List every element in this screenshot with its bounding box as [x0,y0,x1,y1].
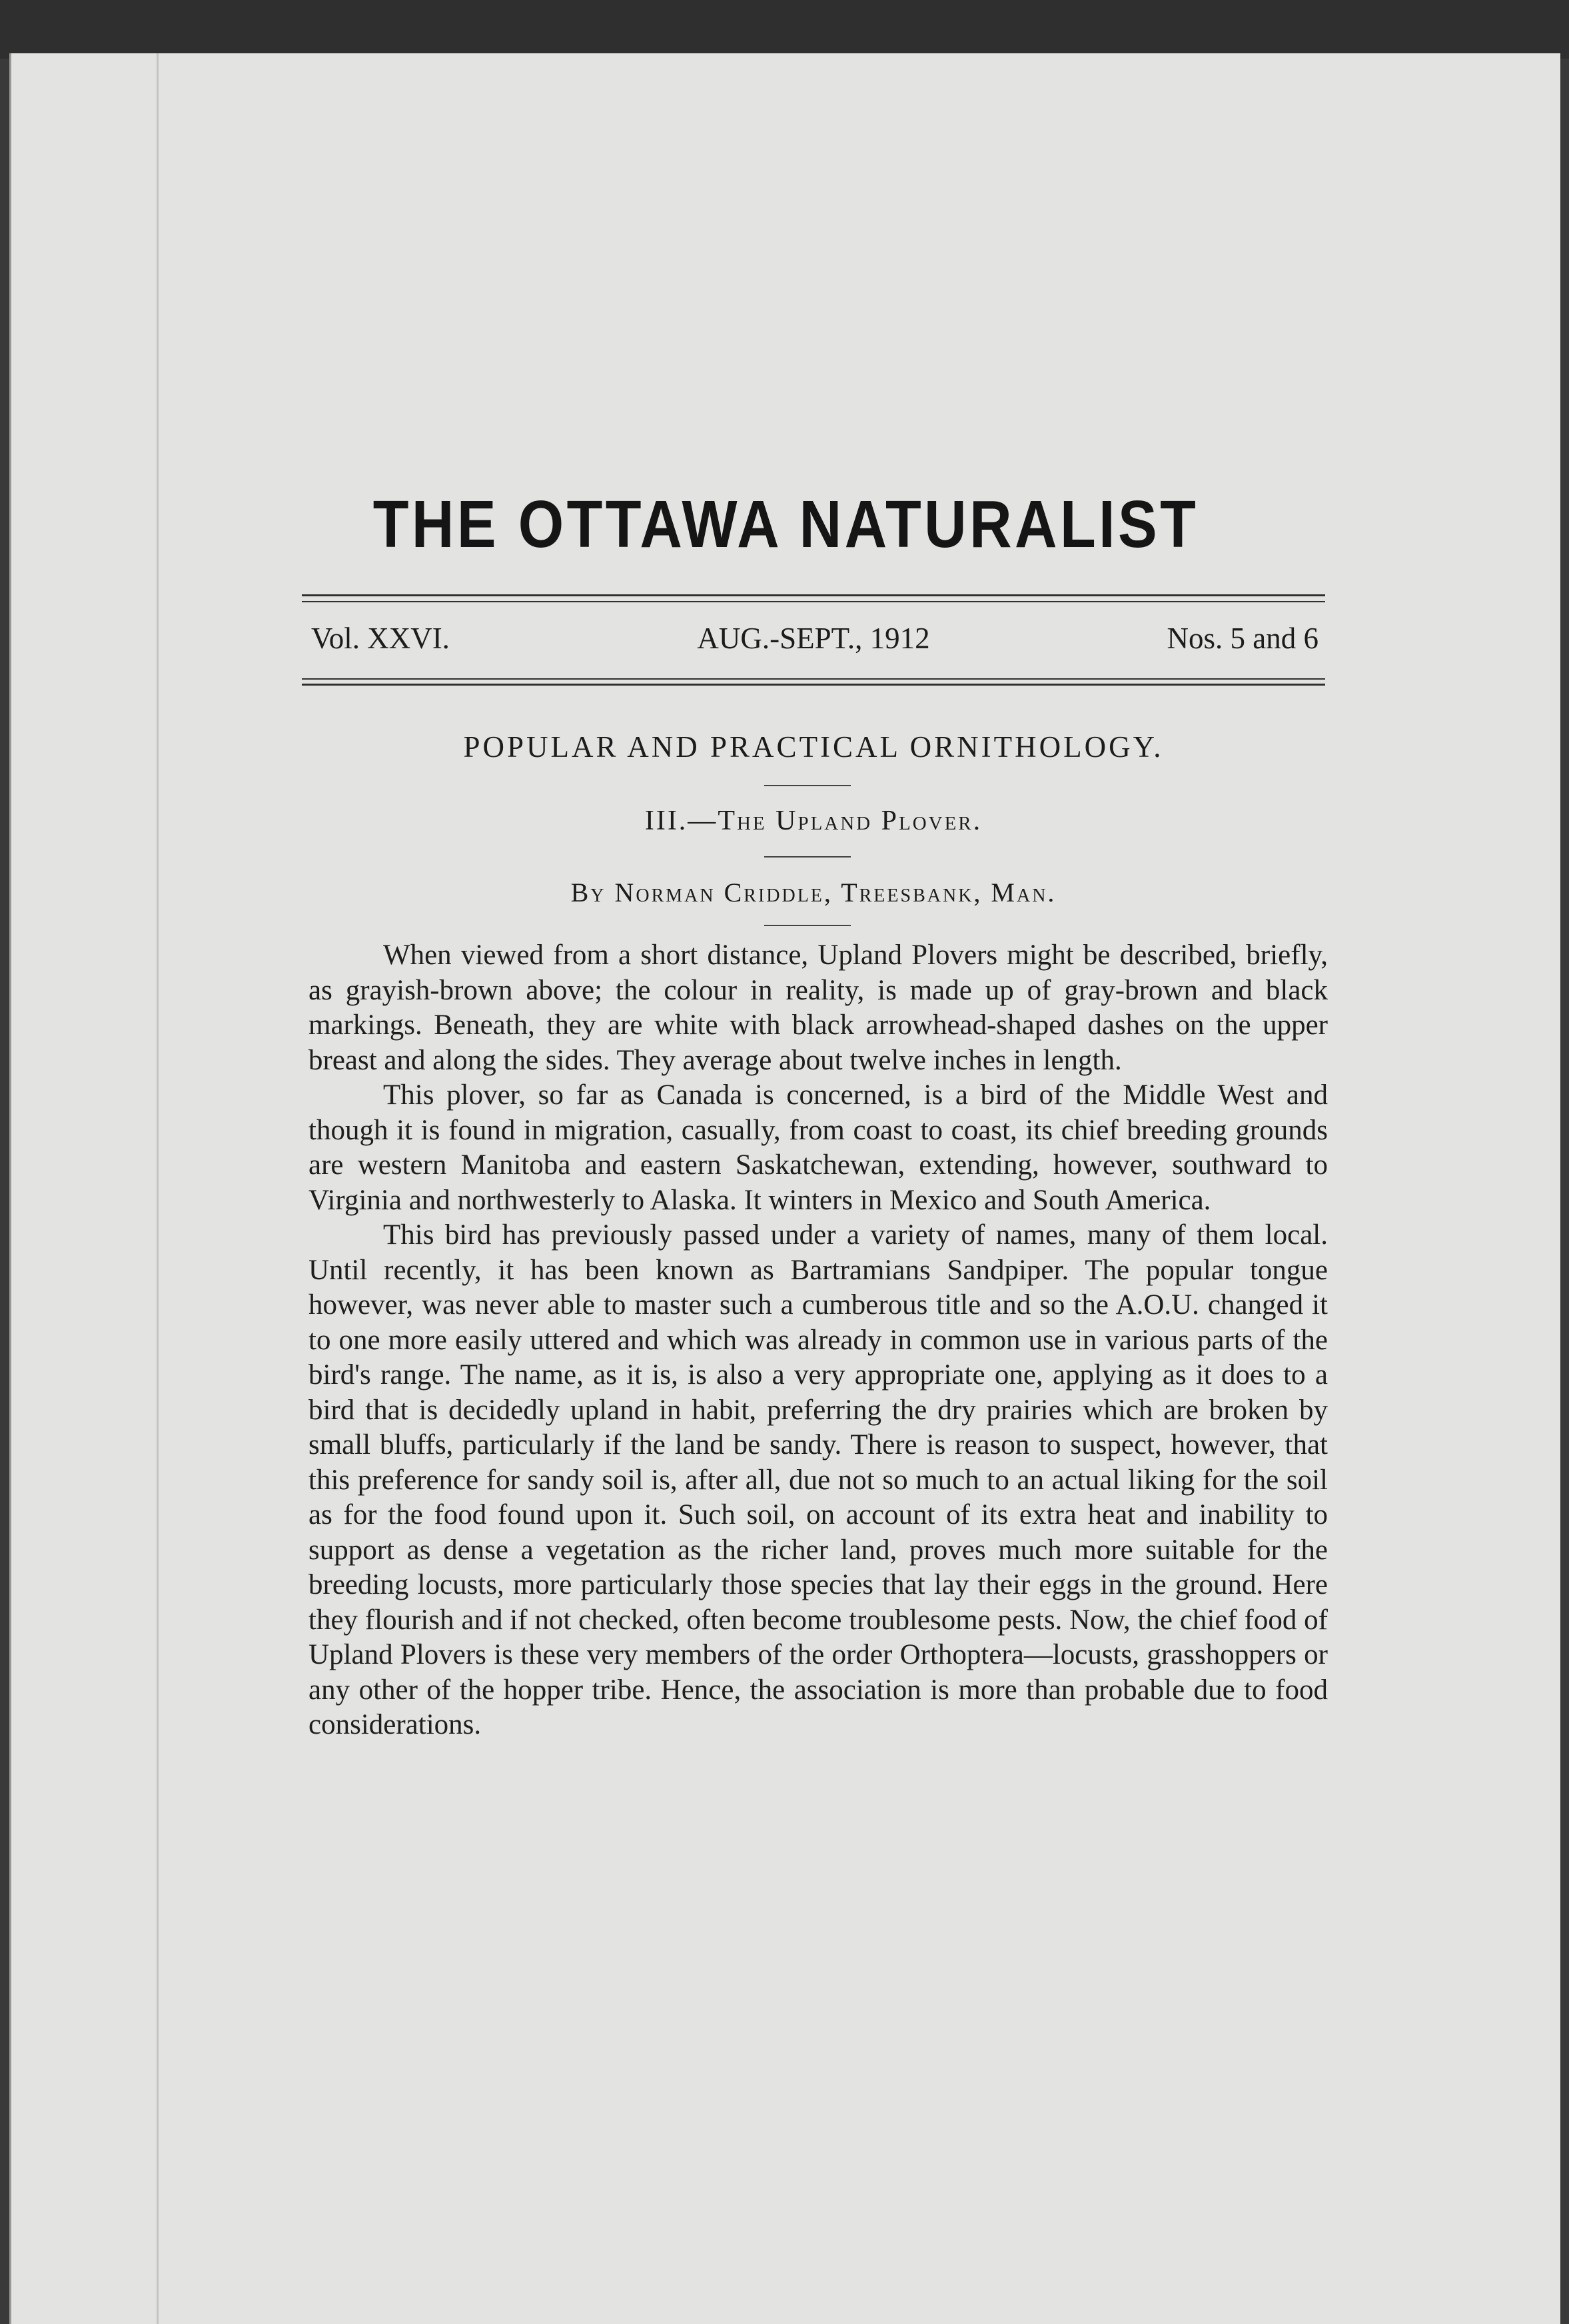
issue-line [302,621,1325,661]
byline-divider [764,856,851,858]
paragraph: When viewed from a short distance, Upland Plovers might be described, briefly, as grayish-brown above; the colour in reality, is made up of gray-brown and black markings. Beneath, they are white with black arrowhead-shaped dashes on the upper breast and along the sides. They average about twelve inches in length. [308,939,1328,1076]
page-fold-line [157,53,159,2324]
paragraph: This plover, so far as Canada is concerned, is a bird of the Middle West and though it is found in migration, casually, from coast to coast, its chief breeding grounds are western Manitoba and eastern Saskatchewan, extending, however, southward to Virginia and northwesterly to Alaska. It winters in Mexico and South America. [308,1079,1328,1216]
volume-number: XXVI. [367,622,450,655]
journal-title: THE OTTAWA NATURALIST [372,487,1199,562]
scan-top-border [0,0,1569,59]
article-body [308,938,1328,1743]
article-title [302,805,1325,837]
article-name: The Upland Plover. [718,806,983,836]
masthead-rule-top [302,594,1325,596]
journal-page [9,53,1560,2324]
paragraph: This bird has previously passed under a variety of names, many of them local. Until recently, it has been known as Bartramians Sandpiper. The popular tongue however, was never able to master such a cumberous title and so the A.O.U. changed it to one more easily uttered and which was already in common use in various parts of the bird's range. The name, as it is, is also a very appropriate one, applying as it does to a bird that is decidedly upland in habit, preferring the dry prairies which are broken by small bluffs, particularly if the land be sandy. There is reason to suspect, however, that this preference for sandy soil is, after all, due not so much to an actual liking for the soil as for the food found upon it. Such soil, on account of its extra heat and inability to support as dense a vegetation as the richer land, proves much more suitable for the breeding locusts, more particularly those species that lay their eggs in the ground. Here they flourish and if not checked, often become troublesome pests. Now, the chief food of Upland Plovers is these very members of the order Orthoptera—locusts, grasshoppers or any other of the hopper tribe. Hence, the association is more than probable due to food considerations. [308,1219,1328,1740]
series-title: POPULAR AND PRACTICAL ORNITHOLOGY. [463,730,1164,764]
article-number: III.— [644,806,718,836]
masthead-rule-top-thin [302,601,1325,602]
masthead-rule-bottom [302,684,1325,686]
issue-date: AUG.-SEPT., 1912 [697,622,930,655]
issue-numbers: Nos. 5 and 6 [1167,622,1318,655]
masthead-rule-bottom-thin [302,678,1325,680]
title-divider [764,785,851,786]
byline: By Norman Criddle, Treesbank, Man. [570,877,1057,907]
volume-prefix: Vol. [311,622,360,655]
body-divider [764,925,851,926]
